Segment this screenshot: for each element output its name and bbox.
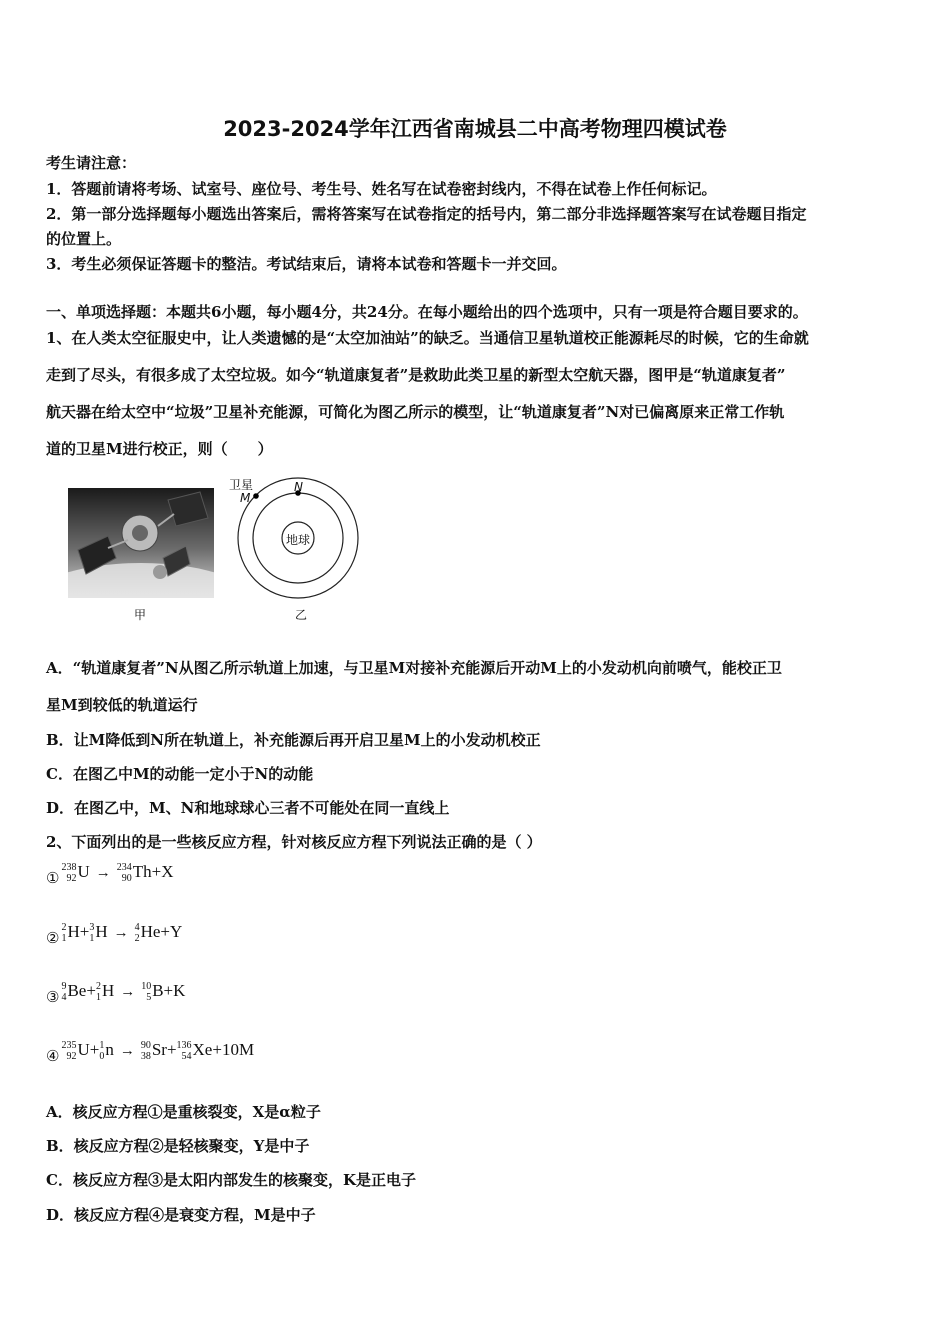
eq-number: ① <box>46 871 60 887</box>
nuclide: 238 92 U <box>61 862 90 885</box>
q2-option-b: B．核反应方程②是轻核聚变，Y是中子 <box>46 1137 310 1155</box>
arrow: → <box>120 984 136 1000</box>
q1-stem-line-2: 走到了尽头，有很多成了太空垃圾。如今“轨道康复者”是救助此类卫星的新型太空航天器，图甲是“轨道康复者” <box>46 366 786 384</box>
notice-item-2: 2．第一部分选择题每小题选出答案后，需将答案写在试卷指定的括号内，第二部分非选择题答案写在试卷题目指定 <box>46 205 807 223</box>
notice-heading: 考生请注意： <box>46 154 137 172</box>
q2-option-c: C．核反应方程③是太阳内部发生的核聚变，K是正电子 <box>46 1171 416 1189</box>
nuclide: 1 0 n <box>99 1040 114 1063</box>
notice-item-1: 1．答题前请将考场、试室号、座位号、考生号、姓名写在试卷密封线内，不得在试卷上作任何标记。 <box>46 180 717 198</box>
q2-stem: 2、下面列出的是一些核反应方程，针对核反应方程下列说法正确的是（ ） <box>46 833 542 851</box>
q1-option-c: C．在图乙中M的动能一定小于N的动能 <box>46 765 314 783</box>
satellite-m-dot <box>253 493 259 499</box>
nuclide: 9 4 Be+ <box>61 981 96 1004</box>
figure-yi-caption: 乙 <box>295 608 308 622</box>
nuclide: 3 1 H <box>89 922 108 945</box>
figure-jia-photo <box>68 488 214 598</box>
label-earth: 地球 <box>286 533 311 547</box>
page-title: 2023-2024学年江西省南城县二中高考物理四模试卷 <box>223 117 727 141</box>
equation-3 <box>46 981 185 1007</box>
q1-stem-line-4: 道的卫星M进行校正，则（ ） <box>46 440 273 458</box>
arrow: → <box>119 1043 135 1059</box>
q1-option-d: D．在图乙中，M、N和地球球心三者不可能处在同一直线上 <box>46 799 450 817</box>
nuclide: 136 54 Xe+10M <box>176 1040 255 1063</box>
arrow: → <box>95 865 111 881</box>
satellite-illustration <box>68 488 214 598</box>
nuclide: 2 1 H+ <box>61 922 90 945</box>
q2-option-d: D．核反应方程④是衰变方程，M是中子 <box>46 1206 316 1224</box>
section-heading: 一、单项选择题：本题共6小题，每小题4分，共24分。在每小题给出的四个选项中，只有一项是符合题目要求的。 <box>46 303 808 321</box>
eq-number: ② <box>46 931 60 947</box>
notice-item-3: 3．考生必须保证答题卡的整洁。考试结束后，请将本试卷和答题卡一并交回。 <box>46 255 567 273</box>
notice-item-2-cont: 的位置上。 <box>46 230 122 248</box>
figure-jia-caption: 甲 <box>134 608 147 622</box>
nuclide: 234 90 Th+X <box>116 862 174 885</box>
q1-option-a-cont: 星M到较低的轨道运行 <box>46 696 198 714</box>
arrow: → <box>113 925 129 941</box>
label-n: N <box>294 480 303 494</box>
equation-1 <box>46 862 173 888</box>
eq-number: ③ <box>46 990 60 1006</box>
q1-stem-line-1: 1、在人类太空征服史中，让人类遗憾的是“太空加油站”的缺乏。当通信卫星轨道校正能源耗尽的时候，它的生命就 <box>46 329 809 347</box>
q2-option-a: A．核反应方程①是重核裂变，X是α粒子 <box>46 1103 321 1121</box>
nuclide: 10 5 B+K <box>141 981 186 1004</box>
equation-4 <box>46 1040 254 1066</box>
nuclide: 2 1 H <box>95 981 115 1004</box>
label-satellite: 卫星 <box>229 478 254 492</box>
equation-2 <box>46 922 182 948</box>
q1-option-b: B．让M降低到N所在轨道上，补充能源后再开启卫星M上的小发动机校正 <box>46 731 541 749</box>
nuclide: 235 92 U+ <box>61 1040 100 1063</box>
q1-stem-line-3: 航天器在给太空中“垃圾”卫星补充能源，可简化为图乙所示的模型，让“轨道康复者”N对已偏离原来正常工作轨 <box>46 403 785 421</box>
eq-number: ④ <box>46 1049 60 1065</box>
q1-option-a: A．“轨道康复者”N从图乙所示轨道上加速，与卫星M对接补充能源后开动M上的小发动机向前喷气，能校正卫 <box>46 659 782 677</box>
nuclide: 90 38 Sr+ <box>140 1040 177 1063</box>
label-m: M <box>240 491 251 505</box>
nuclide: 4 2 He+Y <box>134 922 183 945</box>
